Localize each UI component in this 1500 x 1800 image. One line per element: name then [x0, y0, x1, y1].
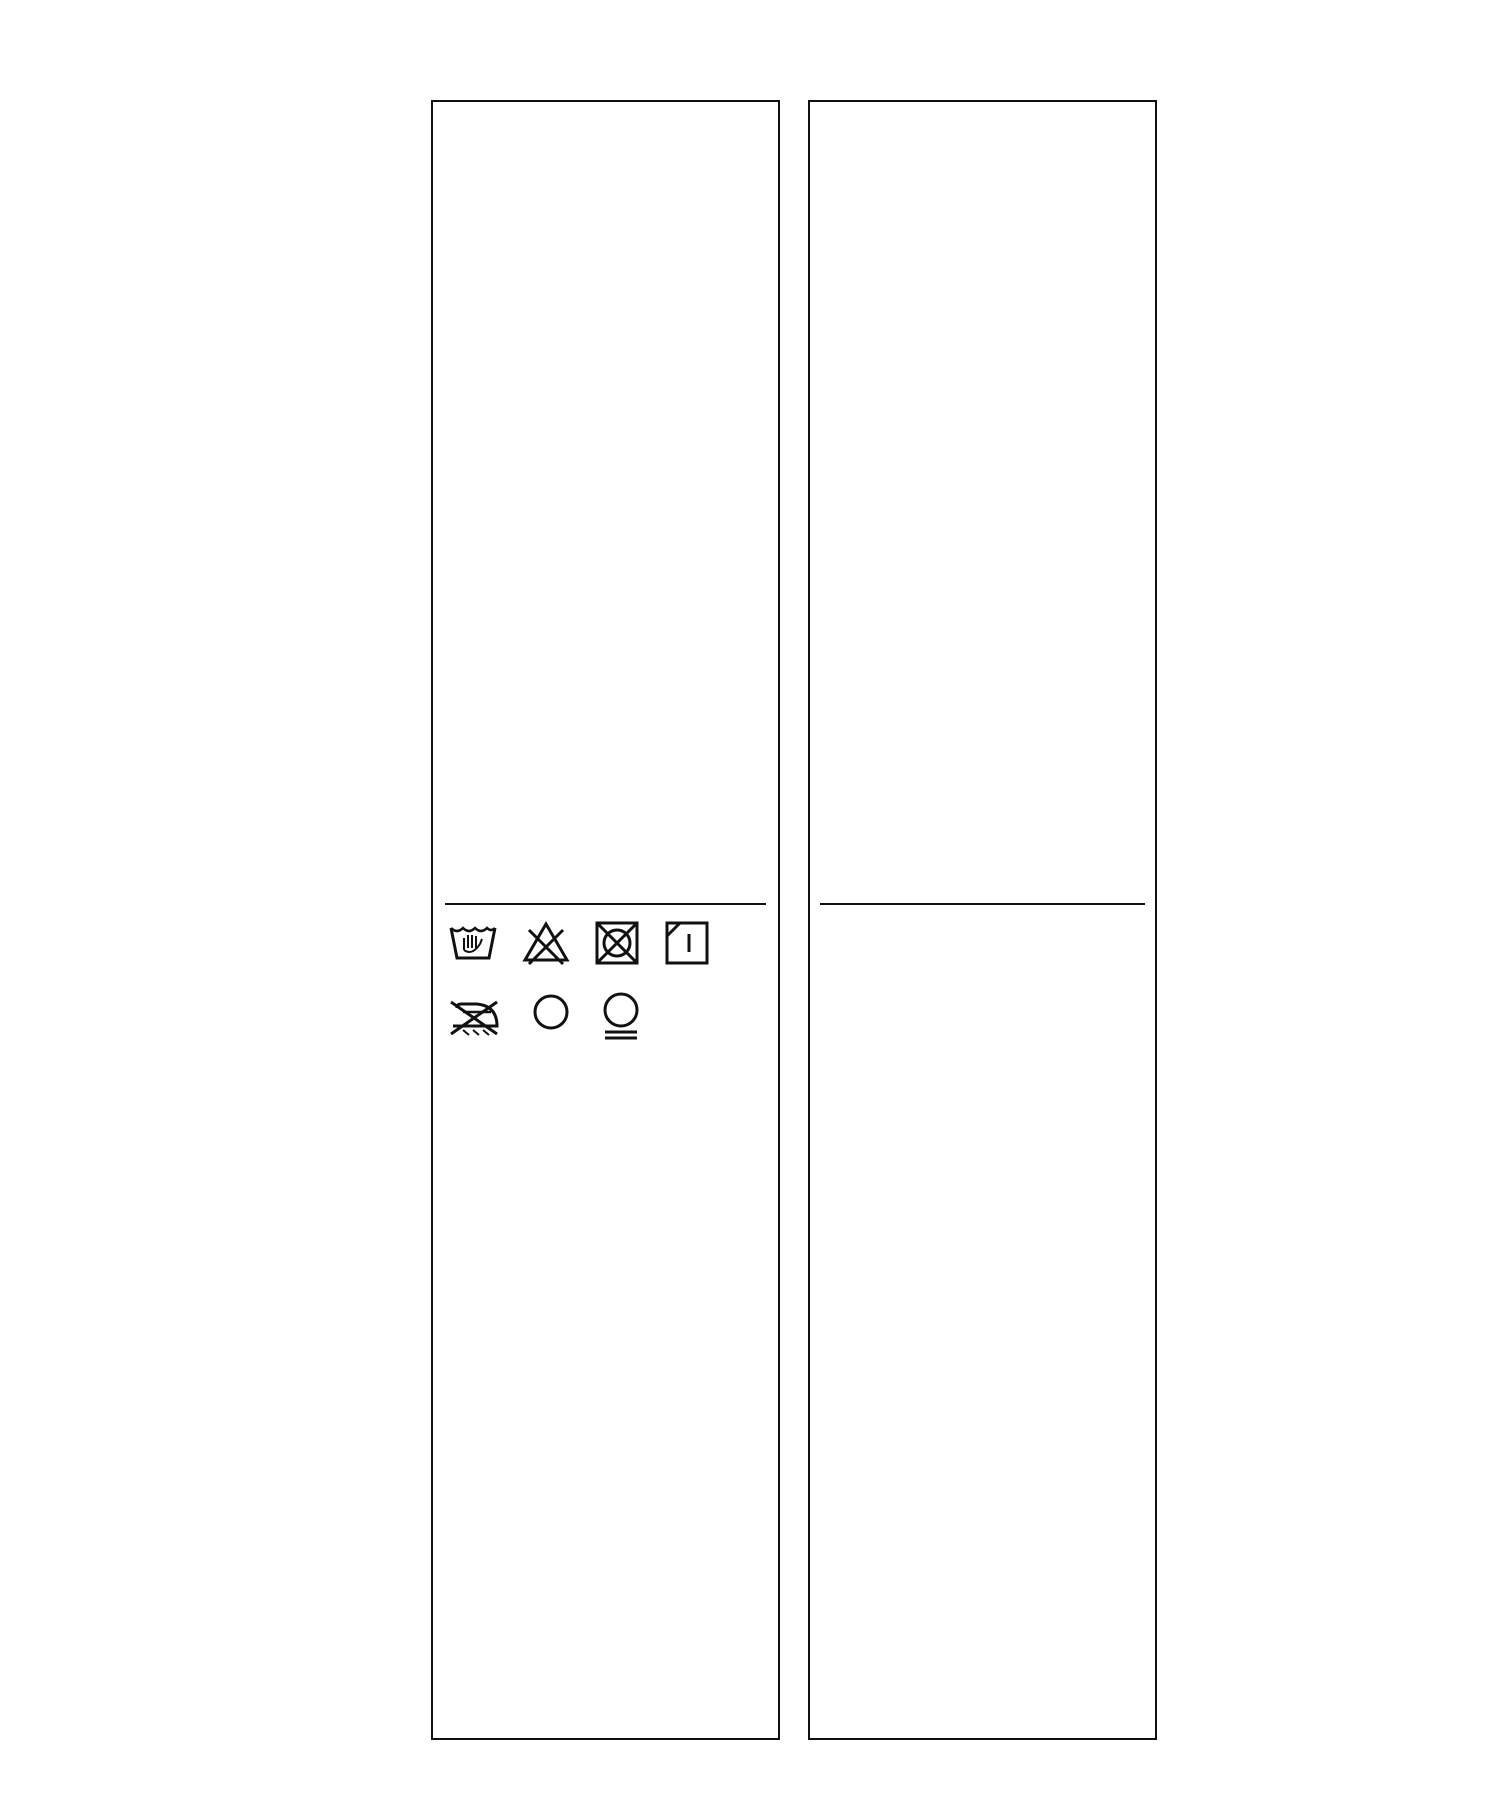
no-steam-iron-icon [447, 992, 503, 1036]
no-tumble-dry-icon [593, 920, 641, 966]
co-number-line [469, 1398, 511, 1422]
care-label-front [431, 100, 780, 1740]
care-symbols-row-1 [447, 920, 711, 966]
care-label-back [808, 100, 1157, 1740]
no-bleach-icon [521, 920, 571, 966]
dry-clean-f-icon [529, 992, 573, 1036]
line-dry-icon [663, 920, 711, 966]
wet-clean-w-icon [599, 992, 643, 1042]
label-divider [445, 903, 766, 905]
hand-wash-40-icon [447, 920, 499, 966]
care-symbols-row-2 [447, 992, 643, 1042]
label-divider [820, 903, 1145, 905]
